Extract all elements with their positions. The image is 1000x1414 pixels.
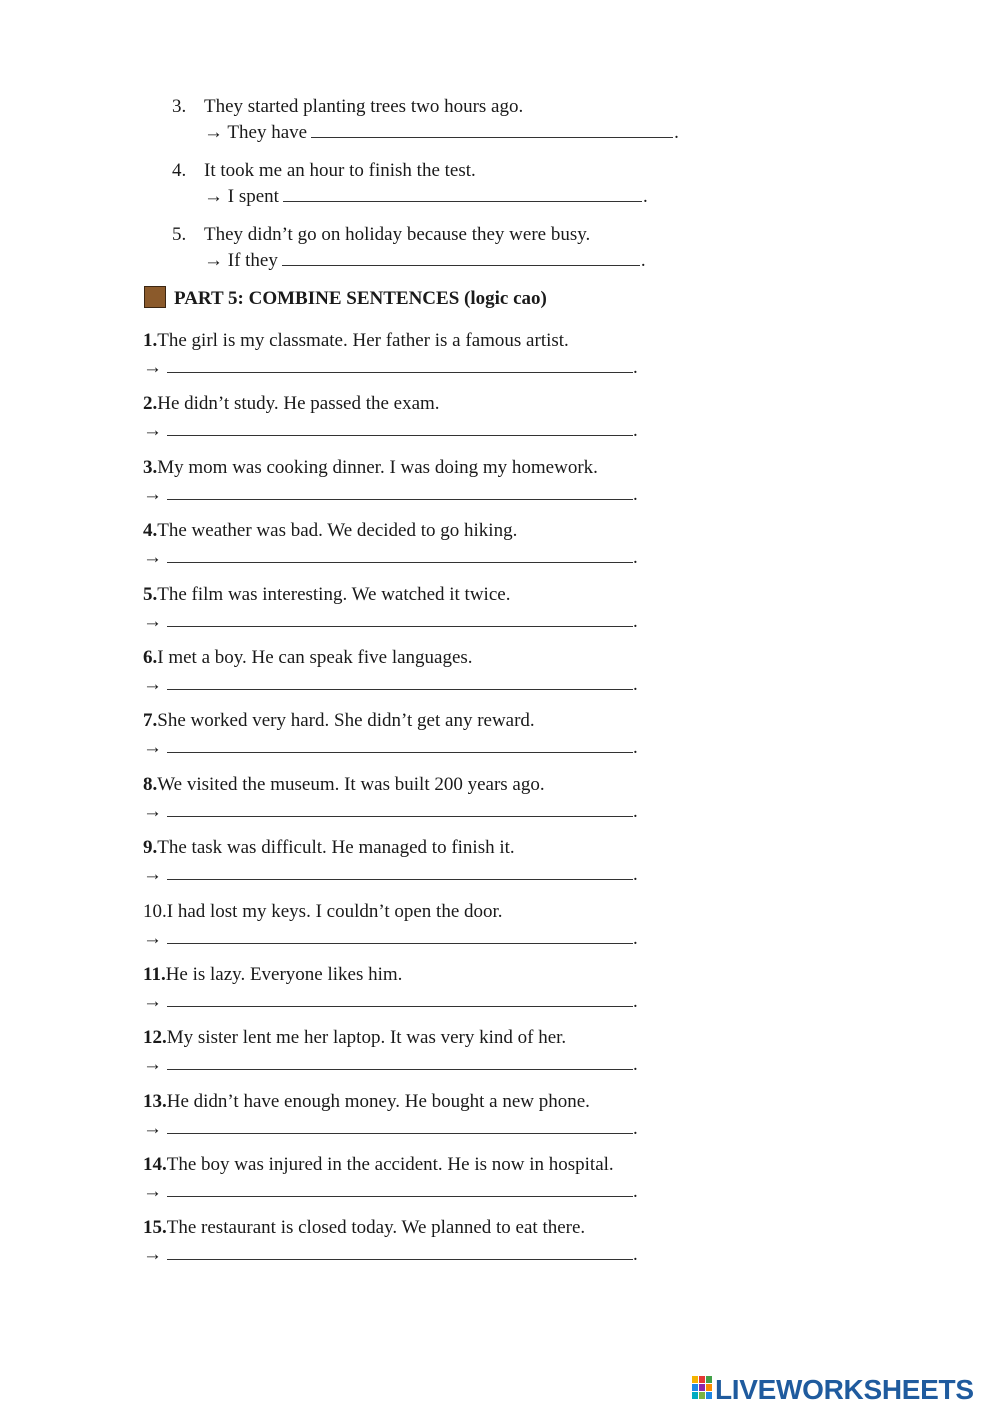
question-line [143, 772, 545, 797]
answer-blank[interactable] [167, 925, 633, 944]
answer-end: . [642, 186, 648, 207]
answer-end: . [633, 357, 638, 378]
question-item [143, 518, 663, 581]
item-number: 4. [172, 160, 187, 181]
arrow-icon: → [143, 990, 162, 1012]
answer-line [143, 1051, 638, 1077]
question-line [143, 962, 402, 987]
answer-line [143, 608, 638, 634]
item-answer-line [204, 248, 646, 273]
question-text: I met a boy. He can speak five languages. [157, 646, 473, 668]
answer-prompt: → I spent [204, 186, 279, 207]
question-item [143, 455, 663, 518]
answer-end: . [633, 864, 638, 886]
answer-line [143, 861, 638, 887]
question-number: 14. [143, 1154, 167, 1176]
arrow-icon: → [143, 610, 162, 632]
question-item [143, 962, 663, 1025]
answer-line [143, 481, 638, 507]
question-line [143, 899, 503, 924]
part5-header [144, 288, 547, 314]
question-text: She worked very hard. She didn’t get any reward. [157, 710, 535, 732]
answer-end: . [640, 250, 646, 271]
question-text: We visited the museum. It was built 200 years ago. [157, 773, 545, 795]
question-line [143, 518, 517, 543]
answer-line [143, 798, 638, 824]
answer-line [143, 354, 638, 380]
question-number: 4. [143, 520, 158, 542]
question-line [143, 1152, 614, 1177]
answer-blank[interactable] [167, 1241, 633, 1260]
answer-end: . [633, 800, 638, 822]
answer-end: . [633, 547, 638, 569]
liveworksheets-logo-icon [692, 1376, 712, 1400]
answer-blank[interactable] [167, 354, 633, 373]
answer-blank[interactable] [167, 988, 633, 1007]
question-number: 12. [143, 1027, 167, 1049]
question-item [143, 328, 663, 391]
answer-end: . [633, 990, 638, 1012]
arrow-icon: → [143, 1181, 162, 1203]
answer-blank[interactable] [167, 1115, 633, 1134]
question-item [143, 899, 663, 962]
arrow-icon: → [143, 927, 162, 949]
answer-end: . [633, 673, 638, 695]
answer-blank[interactable] [282, 248, 640, 266]
question-text: My mom was cooking dinner. I was doing my homework. [157, 456, 598, 478]
question-number: 5. [143, 583, 158, 605]
question-number: 15. [143, 1217, 167, 1239]
item-answer-line [204, 120, 679, 145]
question-number: 13. [143, 1090, 167, 1112]
question-text: He didn’t study. He passed the exam. [157, 393, 440, 415]
answer-blank[interactable] [167, 608, 633, 627]
question-text: The restaurant is closed today. We planned to eat there. [166, 1217, 586, 1239]
question-text: The boy was injured in the accident. He is now in hospital. [166, 1154, 614, 1176]
answer-line [143, 734, 638, 760]
question-number: 2. [143, 393, 158, 415]
answer-blank[interactable] [167, 1178, 633, 1197]
answer-blank[interactable] [167, 544, 633, 563]
question-item [143, 1152, 663, 1215]
answer-end: . [633, 420, 638, 442]
part5-title: PART 5: COMBINE SENTENCES (logic cao) [174, 288, 547, 309]
question-text: The task was difficult. He managed to finish it. [157, 837, 515, 859]
question-line [143, 1025, 566, 1050]
answer-blank[interactable] [167, 417, 633, 436]
answer-end: . [633, 483, 638, 505]
item-question: It took me an hour to finish the test. [204, 160, 476, 181]
item-question: They started planting trees two hours ago. [204, 96, 524, 117]
question-number: 11. [143, 963, 166, 985]
question-number: 1. [143, 330, 158, 351]
arrow-icon: → [143, 547, 162, 569]
question-line [143, 328, 569, 353]
arrow-icon: → [143, 1117, 162, 1139]
arrow-icon: → [143, 737, 162, 759]
answer-end: . [633, 1181, 638, 1203]
question-number: 7. [143, 710, 158, 732]
answer-line [143, 1241, 638, 1267]
question-text: The girl is my classmate. Her father is a famous artist. [157, 330, 569, 351]
question-text: He is lazy. Everyone likes him. [165, 963, 403, 985]
answer-blank[interactable] [167, 734, 633, 753]
question-number: 10. [143, 900, 167, 922]
answer-blank[interactable] [167, 861, 633, 880]
answer-blank[interactable] [167, 481, 633, 500]
question-number: 9. [143, 837, 158, 859]
question-item [143, 835, 663, 898]
question-item [143, 708, 663, 771]
question-text: I had lost my keys. I couldn’t open the door. [166, 900, 503, 922]
item-number: 5. [172, 224, 187, 245]
answer-end: . [633, 1117, 638, 1139]
question-item [143, 1025, 663, 1088]
answer-prompt: → If they [204, 250, 278, 271]
answer-prompt: → They have [204, 122, 308, 143]
part5-list [143, 328, 663, 1279]
question-line [143, 455, 598, 480]
answer-line [143, 1115, 638, 1141]
question-line [143, 1089, 590, 1114]
liveworksheets-logo[interactable] [692, 1374, 974, 1406]
question-item [143, 1215, 663, 1278]
answer-line [143, 988, 638, 1014]
arrow-icon: → [143, 1244, 162, 1266]
question-item [143, 391, 663, 454]
answer-end: . [633, 1054, 638, 1076]
question-line [143, 582, 510, 607]
arrow-icon: → [143, 483, 162, 505]
part4-item [172, 158, 732, 222]
question-text: The film was interesting. We watched it twice. [157, 583, 511, 605]
arrow-icon: → [143, 673, 162, 695]
answer-line [143, 925, 638, 951]
question-text: He didn’t have enough money. He bought a new phone. [166, 1090, 590, 1112]
question-text: The weather was bad. We decided to go hiking. [157, 520, 518, 542]
question-number: 3. [143, 456, 158, 478]
question-text: My sister lent me her laptop. It was very kind of her. [166, 1027, 567, 1049]
question-number: 8. [143, 773, 158, 795]
part4-item [172, 94, 732, 158]
item-answer-line [204, 184, 648, 209]
answer-line [143, 417, 638, 443]
answer-line [143, 1178, 638, 1204]
question-item [143, 1089, 663, 1152]
answer-blank[interactable] [167, 798, 633, 817]
answer-end: . [674, 122, 679, 143]
question-item [143, 645, 663, 708]
answer-line [143, 671, 638, 697]
answer-end: . [633, 737, 638, 759]
question-number: 6. [143, 646, 158, 668]
arrow-icon: → [143, 864, 162, 886]
answer-end: . [633, 1244, 638, 1266]
question-item [143, 772, 663, 835]
arrow-icon: → [143, 357, 162, 378]
question-line [143, 645, 473, 670]
answer-line [143, 544, 638, 570]
arrow-icon: → [143, 800, 162, 822]
answer-end: . [633, 927, 638, 949]
answer-blank[interactable] [283, 184, 642, 202]
arrow-icon: → [143, 420, 162, 442]
part4-list [172, 94, 732, 286]
section-marker-icon [144, 286, 166, 308]
question-item [143, 582, 663, 645]
answer-blank[interactable] [167, 1051, 633, 1070]
answer-end: . [633, 610, 638, 632]
item-number: 3. [172, 96, 187, 117]
answer-blank[interactable] [167, 671, 633, 690]
logo-text: LIVEWORKSHEETS [715, 1374, 974, 1405]
item-question: They didn’t go on holiday because they were busy. [204, 224, 591, 245]
arrow-icon: → [143, 1054, 162, 1076]
part4-item [172, 222, 732, 286]
question-line [143, 391, 440, 416]
answer-blank[interactable] [311, 120, 673, 138]
question-line [143, 708, 535, 733]
question-line [143, 1215, 585, 1240]
question-line [143, 835, 515, 860]
